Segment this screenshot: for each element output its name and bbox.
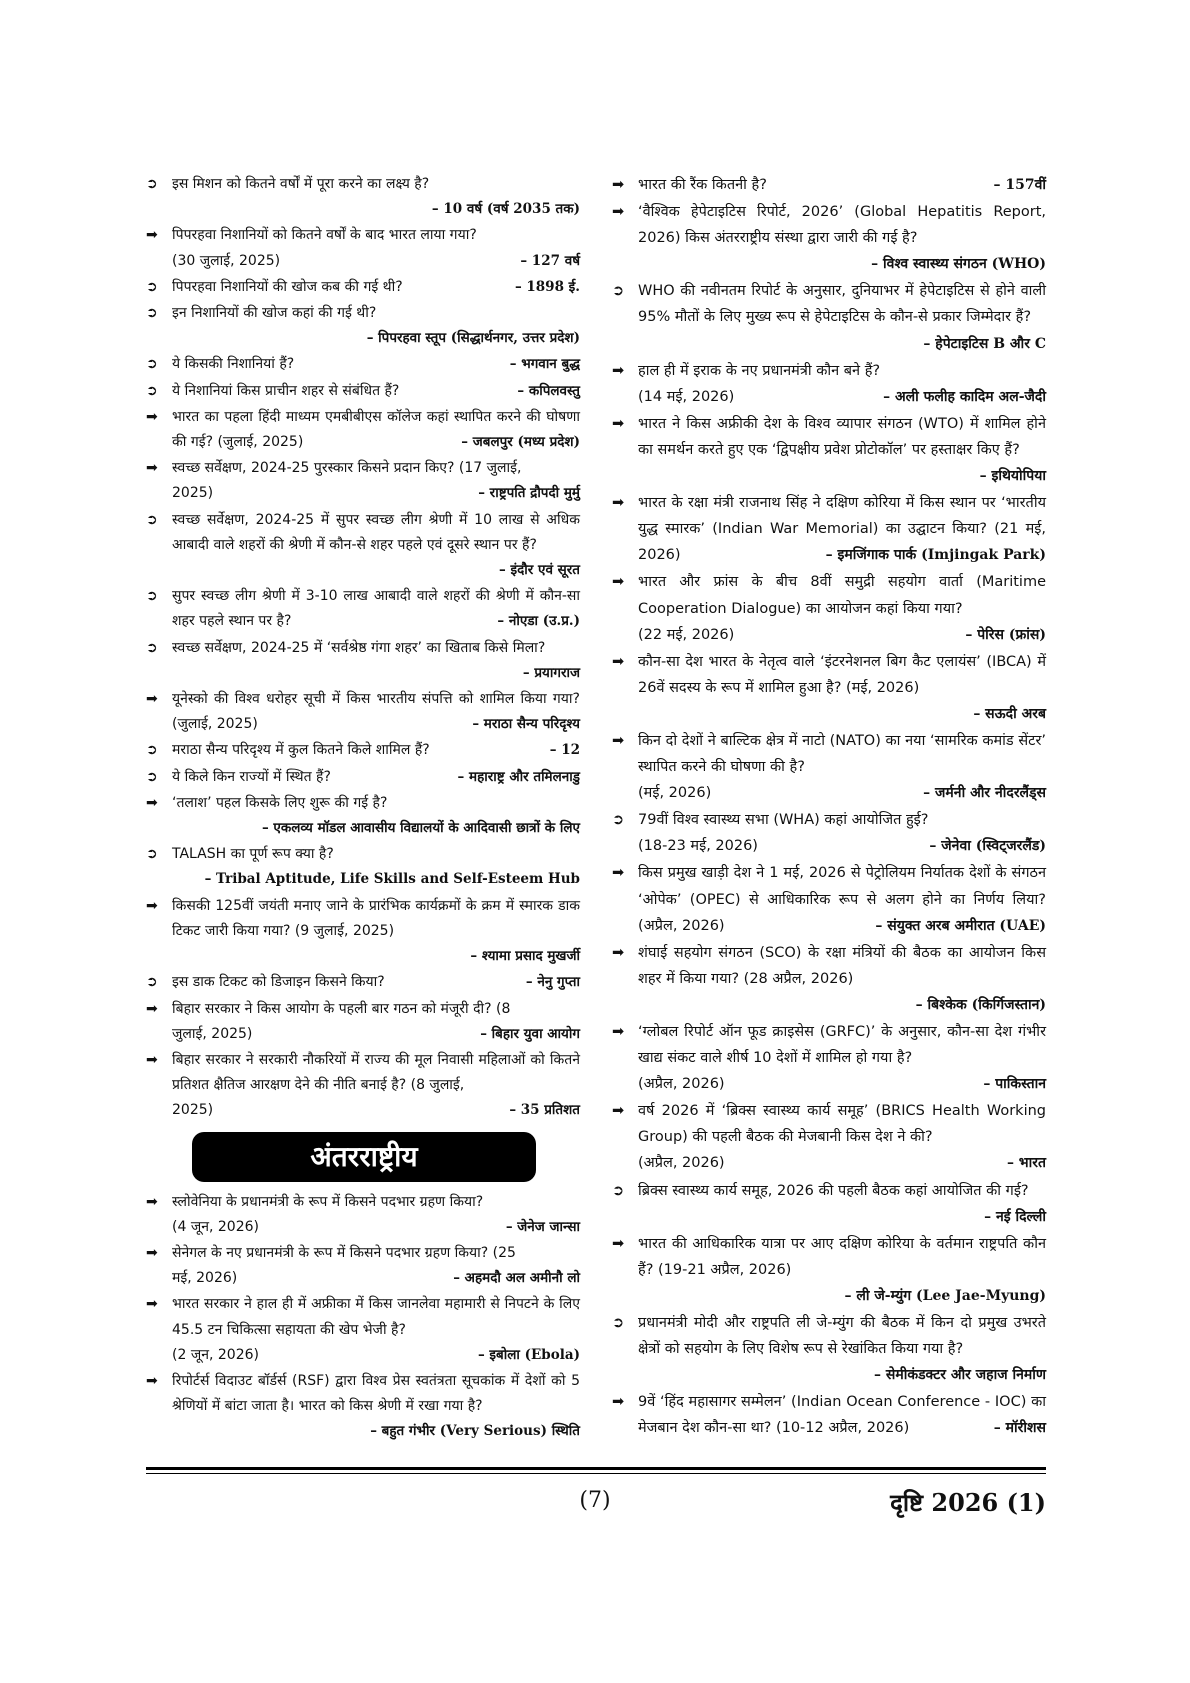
qa-item (612, 490, 1046, 568)
question-text: भारत और फ्रांस के बीच 8वीं समुद्री सहयोग वार्ता (Maritime Cooperation Dialogue) का आयोजन कहां किया गया? (638, 574, 1046, 617)
question-text: शंघाई सहयोग संगठन (SCO) के रक्षा मंत्रियों की बैठक का आयोजन किस शहर में किया गया? (28 अप्रैल, 2026) (638, 944, 1046, 987)
qa-item (612, 1019, 1046, 1097)
arrow-bullet-icon: ➡ (146, 1244, 158, 1261)
answer-text: – जेनेज जान्सा (505, 1218, 580, 1235)
date-text: जुलाई, 2025) (172, 1025, 253, 1042)
qa-item (146, 1292, 580, 1368)
answer-text: – पाकिस्तान (983, 1076, 1046, 1093)
question-text: भारत का पहला हिंदी माध्यम एमबीबीएस कॉलेज कहां स्थापित करने की घोषणा की गई? (जुलाई, 2025) (172, 408, 580, 451)
date-text: (2 जून, 2026) (172, 1346, 259, 1363)
question-text: स्वच्छ सर्वेक्षण, 2024-25 में सुपर स्वच्छ लीग श्रेणी में 10 लाख से अधिक आबादी वाले शहरों की श्रेणी में कौन-से शहर पहले एवं दूसरे स्थान पर हैं? (172, 511, 580, 553)
answer-text: – पिपरहवा स्तूप (सिद्धार्थनगर, उत्तर प्रदेश) (366, 330, 580, 347)
question-text: मराठा सैन्य परिदृश्य में कुल कितने किले शामिल हैं? (172, 742, 430, 759)
answer-text: – सेमीकंडक्टर और जहाज निर्माण (873, 1367, 1046, 1384)
arrow-bullet-icon: ➡ (146, 460, 158, 477)
qa-list-international-left (146, 1190, 580, 1445)
arrow-bullet-icon: ➡ (612, 1024, 625, 1040)
question-text: प्रधानमंत्री मोदी और राष्ट्रपति ली जे-म्युंग की बैठक में किन दो प्रमुख उभरते क्षेत्रों को सहयोग के लिए विशेष रूप से रेखांकित किया गया है? (638, 1315, 1046, 1358)
footer-rule-thick (146, 1467, 1046, 1470)
arrow-bullet-icon: ➡ (146, 1296, 158, 1313)
date-text: (अप्रैल, 2026) (638, 1155, 725, 1172)
question-text: वर्ष 2026 में ‘ब्रिक्स स्वास्थ्य कार्य समूह’ (BRICS Health Working Group) की पहली बैठक की मेजबानी किस देश ने की? (638, 1103, 1046, 1146)
answer-text: – प्रयागराज (522, 664, 580, 681)
question-text: इस मिशन को कितने वर्षों में पूरा करने का लक्ष्य है? (172, 176, 430, 192)
arrow-bullet-icon: ➡ (612, 1394, 625, 1411)
qa-item (146, 894, 580, 970)
arrow-bullet-icon: ➡ (612, 732, 625, 749)
arrow-bullet-icon: ➡ (146, 1372, 158, 1389)
qa-item (612, 1098, 1046, 1176)
answer-text: – महाराष्ट्र और तमिलनाडु (457, 768, 580, 785)
qa-item (612, 278, 1046, 356)
date-text: (4 जून, 2026) (172, 1218, 259, 1235)
qa-item (146, 223, 580, 273)
question-text: रिपोर्टर्स विदाउट बॉर्डर्स (RSF) द्वारा विश्व प्रेस स्वतंत्रता सूचकांक में देशों को 5 श्रेणियों में बांटा जाता है। भारत को किस श्रेणी में रखा गया है? (172, 1372, 580, 1415)
qa-item (612, 199, 1046, 277)
date-text: (14 मई, 2026) (638, 388, 735, 405)
arrow-bullet-icon: ➡ (612, 495, 625, 512)
question-text: WHO की नवीनतम रिपोर्ट के अनुसार, दुनियाभर में हेपेटाइटिस से होने वाली 95% मौतों के लिए मुख्य रूप से हेपेटाइटिस के कौन-से प्रकार जिम्मेदार हैं? (638, 283, 1046, 326)
circle-arrow-bullet-icon: ➲ (146, 176, 158, 192)
arrow-bullet-icon: ➡ (612, 177, 625, 193)
answer-text: – 1898 ई. (514, 278, 580, 295)
circle-arrow-bullet-icon: ➲ (146, 974, 158, 991)
answer-text: – नेनु गुप्ता (525, 974, 580, 991)
circle-arrow-bullet-icon: ➲ (146, 305, 158, 322)
date-text: 2025) (172, 485, 214, 502)
answer-text: – इबोला (Ebola) (477, 1346, 580, 1363)
question-text: बिहार सरकार ने किस आयोग के पहली बार गठन को मंजूरी दी? (8 (172, 1000, 511, 1017)
answer-text: – इमजिंगाक पार्क (Imjingak Park) (825, 547, 1046, 564)
qa-item (146, 1190, 580, 1240)
qa-item (612, 940, 1046, 1018)
answer-text: – हेपेटाइटिस B और C (923, 335, 1046, 352)
question-text: इस डाक टिकट को डिजाइन किसने किया? (172, 974, 385, 991)
answer-text: – 12 (549, 742, 580, 759)
answer-text: – नोएडा (उ.प्र.) (497, 613, 580, 630)
answer-text: – बिश्केक (किर्गिजस्तान) (915, 996, 1046, 1013)
answer-text: – जर्मनी और नीदरलैंड्स (923, 785, 1046, 802)
qa-item (146, 997, 580, 1047)
circle-arrow-bullet-icon: ➲ (612, 812, 625, 829)
question-text: 9वें ‘हिंद महासागर सम्मेलन’ (Indian Ocean Conference - IOC) का मेजबान देश कौन-सा था? (10-12 अप्रैल, 2026) (638, 1394, 1046, 1437)
arrow-bullet-icon: ➡ (612, 415, 625, 432)
qa-item (146, 636, 580, 686)
answer-text: – इंदौर एवं सूरत (499, 562, 580, 579)
qa-item (146, 508, 580, 584)
question-text: हाल ही में इराक के नए प्रधानमंत्री कौन बने हैं? (638, 362, 881, 379)
question-text: किसकी 125वीं जयंती मनाए जाने के प्रारंभिक कार्यक्रमों के क्रम में स्मारक डाक टिकट जारी किया गया? (9 जुलाई, 2025) (172, 897, 580, 939)
answer-text: – 10 वर्ष (वर्ष 2035 तक) (431, 201, 580, 218)
date-text: (मई, 2026) (638, 785, 712, 802)
answer-text: – विश्व स्वास्थ्य संगठन (WHO) (871, 256, 1046, 273)
answer-text: – 35 प्रतिशत (509, 1102, 580, 1119)
date-text: 2025) (172, 1102, 214, 1119)
question-text: स्वच्छ सर्वेक्षण, 2024-25 में ‘सर्वश्रेष्ठ गंगा शहर’ का खिताब किसे मिला? (172, 639, 546, 656)
qa-item (146, 584, 580, 634)
circle-arrow-bullet-icon: ➲ (146, 639, 158, 656)
arrow-bullet-icon: ➡ (612, 362, 625, 379)
qa-list-international-right (612, 172, 1046, 1442)
answer-text: – जबलपुर (मध्य प्रदेश) (461, 434, 580, 451)
qa-item (612, 1178, 1046, 1230)
question-text: किन दो देशों ने बाल्टिक क्षेत्र में नाटो (NATO) का नया ‘सामरिक कमांड सेंटर’ स्थापित करने की घोषणा की है? (638, 732, 1046, 776)
question-text: 79वीं विश्व स्वास्थ्य सभा (WHA) कहां आयोजित हुई? (638, 812, 929, 829)
question-text: भारत की आधिकारिक यात्रा पर आए दक्षिण कोरिया के वर्तमान राष्ट्रपति कौन हैं? (19-21 अप्रैल, 2026) (638, 1235, 1046, 1278)
arrow-bullet-icon: ➡ (612, 1103, 625, 1120)
question-text: भारत की रैंक कितनी है? (638, 177, 767, 193)
arrow-bullet-icon: ➡ (612, 944, 625, 961)
arrow-bullet-icon: ➡ (146, 227, 158, 244)
answer-text: – ली जे-म्युंग (Lee Jae-Myung) (844, 1287, 1046, 1304)
question-text: ये किले किन राज्यों में स्थित हैं? (172, 768, 331, 785)
circle-arrow-bullet-icon: ➲ (146, 511, 158, 528)
question-text: ये निशानियां किस प्राचीन शहर से संबंधित हैं? (172, 382, 400, 399)
qa-item (146, 687, 580, 737)
question-text: ‘वैश्विक हेपेटाइटिस रिपोर्ट, 2026’ (Global Hepatitis Report, 2026) किस अंतरराष्ट्रीय संस्था द्वारा जारी की गई है? (638, 204, 1046, 247)
circle-arrow-bullet-icon: ➲ (612, 1182, 625, 1199)
question-text: पिपरहवा निशानियों को कितने वर्षों के बाद भारत लाया गया? (172, 227, 477, 244)
circle-arrow-bullet-icon: ➲ (146, 588, 158, 605)
qa-item (146, 1369, 580, 1445)
arrow-bullet-icon: ➡ (146, 897, 158, 914)
answer-text: – राष्ट्रपति द्रौपदी मुर्मु (478, 485, 580, 502)
answer-text: – अहमदौ अल अमीनौ लो (453, 1270, 580, 1287)
arrow-bullet-icon: ➡ (146, 1193, 158, 1210)
arrow-bullet-icon: ➡ (146, 691, 158, 708)
qa-item (612, 569, 1046, 647)
answer-text: – एकलव्य मॉडल आवासीय विद्यालयों के आदिवासी छात्रों के लिए (261, 820, 580, 837)
circle-arrow-bullet-icon: ➲ (146, 278, 158, 295)
qa-item (146, 301, 580, 351)
question-text: स्वच्छ सर्वेक्षण, 2024-25 पुरस्कार किसने प्रदान किए? (17 जुलाई, (172, 460, 522, 477)
brand-label: दृष्टि 2026 (1) (890, 1488, 1046, 1517)
arrow-bullet-icon: ➡ (146, 1051, 158, 1068)
qa-item (146, 970, 580, 995)
qa-item (146, 1048, 580, 1124)
answer-text: – नई दिल्ली (984, 1208, 1046, 1225)
arrow-bullet-icon: ➡ (612, 865, 625, 882)
qa-item (146, 1241, 580, 1291)
qa-item (612, 358, 1046, 410)
question-text: सेनेगल के नए प्रधानमंत्री के रूप में किसने पदभार ग्रहण किया? (25 (172, 1244, 516, 1261)
date-text: (अप्रैल, 2026) (638, 1076, 725, 1093)
page-number: (7) (579, 1488, 611, 1513)
question-text: ब्रिक्स स्वास्थ्य कार्य समूह, 2026 की पहली बैठक कहां आयोजित की गई? (638, 1182, 1029, 1199)
date-text: (22 मई, 2026) (638, 626, 735, 643)
qa-item (146, 765, 580, 790)
qa-item (146, 172, 580, 222)
question-text: सुपर स्वच्छ लीग श्रेणी में 3-10 लाख आबादी वाले शहरों की श्रेणी में कौन-सा शहर पहले स्थान पर है? (172, 588, 580, 630)
question-text: भारत सरकार ने हाल ही में अफ्रीका में किस जानलेवा महामारी से निपटने के लिए 45.5 टन चिकित्सा सहायता की खेप भेजी है? (172, 1296, 580, 1338)
date-text: (18-23 मई, 2026) (638, 838, 758, 855)
question-text: ‘तलाश’ पहल किसके लिए शुरू की गई है? (172, 794, 388, 811)
question-text: स्लोवेनिया के प्रधानमंत्री के रूप में किसने पदभार ग्रहण किया? (172, 1193, 484, 1210)
qa-item (612, 1389, 1046, 1441)
answer-text: – पेरिस (फ्रांस) (965, 626, 1046, 643)
answer-text: – मराठा सैन्य परिदृश्य (472, 716, 580, 733)
question-text: ‘ग्लोबल रिपोर्ट ऑन फूड क्राइसेस (GRFC)’ के अनुसार, कौन-सा देश गंभीर खाद्य संकट वाले शीर्ष 10 देशों में शामिल हो गया है? (638, 1024, 1046, 1067)
question-text: भारत के रक्षा मंत्री राजनाथ सिंह ने दक्षिण कोरिया में किस स्थान पर ‘भारतीय युद्ध स्मारक’ (Indian War Memorial) का उद्घाटन किया? (21 मई, 2026) (638, 495, 1046, 564)
question-text: कौन-सा देश भारत के नेतृत्व वाले ‘इंटरनेशनल बिग कैट एलायंस’ (IBCA) में 26वें सदस्य के रूप में शामिल हुआ है? (मई, 2026) (638, 653, 1046, 696)
answer-text: – 157वीं (993, 177, 1046, 193)
qa-item (146, 275, 580, 300)
arrow-bullet-icon: ➡ (146, 1000, 158, 1017)
footer-rule-thin (146, 1473, 1046, 1474)
arrow-bullet-icon: ➡ (612, 1235, 625, 1252)
answer-text: – भारत (1006, 1155, 1046, 1172)
answer-text: – सऊदी अरब (973, 705, 1046, 722)
qa-item (612, 172, 1046, 198)
question-text: ये किसकी निशानियां हैं? (172, 356, 295, 373)
answer-text: – श्यामा प्रसाद मुखर्जी (470, 948, 580, 965)
section-heading-wrap (192, 1132, 580, 1182)
qa-item (612, 860, 1046, 938)
arrow-bullet-icon: ➡ (612, 204, 625, 221)
answer-text: – 127 वर्ष (520, 252, 580, 269)
qa-item (612, 807, 1046, 859)
answer-text: – जेनेवा (स्विट्जरलैंड) (929, 838, 1046, 855)
qa-item (612, 1310, 1046, 1388)
qa-item (146, 456, 580, 506)
qa-item (612, 649, 1046, 727)
question-text: भारत ने किस अफ्रीकी देश के विश्व व्यापार संगठन (WTO) में शामिल होने का समर्थन करते हुए एक ‘द्विपक्षीय प्रवेश प्रोटोकॉल’ पर हस्ताक्षर किए हैं? (638, 415, 1046, 458)
question-text: इन निशानियों की खोज कहां की गई थी? (172, 305, 377, 322)
qa-list-national (146, 172, 580, 1124)
circle-arrow-bullet-icon: ➲ (146, 356, 158, 373)
circle-arrow-bullet-icon: ➲ (146, 846, 158, 863)
circle-arrow-bullet-icon: ➲ (146, 382, 158, 399)
date-text: (30 जुलाई, 2025) (172, 252, 281, 269)
qa-item (146, 405, 580, 455)
question-text: किस प्रमुख खाड़ी देश ने 1 मई, 2026 से पेट्रोलियम निर्यातक देशों के संगठन ‘ओपेक’ (OPEC) से आधिकारिक रूप से अलग होने का निर्णय लिया? (अप्रैल, 2026) (638, 865, 1046, 934)
question-text: बिहार सरकार ने सरकारी नौकरियों में राज्य की मूल निवासी महिलाओं को कितने प्रतिशत क्षैतिज आरक्षण देने की नीति बनाई है? (8 जुलाई, (172, 1051, 580, 1094)
arrow-bullet-icon: ➡ (146, 408, 158, 425)
answer-text: – संयुक्त अरब अमीरात (UAE) (875, 917, 1046, 934)
qa-item (146, 842, 580, 892)
answer-text: – मॉरीशस (993, 1420, 1046, 1437)
circle-arrow-bullet-icon: ➲ (612, 283, 625, 300)
qa-item (146, 379, 580, 404)
answer-text: – बहुत गंभीर (Very Serious) स्थिति (370, 1423, 580, 1440)
circle-arrow-bullet-icon: ➲ (146, 742, 158, 759)
arrow-bullet-icon: ➡ (612, 574, 625, 591)
arrow-bullet-icon: ➡ (612, 653, 625, 670)
answer-text: – कपिलवस्तु (517, 382, 580, 399)
circle-arrow-bullet-icon: ➲ (612, 1315, 625, 1332)
answer-text: – Tribal Aptitude, Life Skills and Self-Esteem Hub (204, 871, 580, 888)
answer-text: – भगवान बुद्ध (509, 356, 580, 373)
arrow-bullet-icon: ➡ (146, 794, 158, 811)
section-heading: अंतरराष्ट्रीय (192, 1132, 536, 1182)
qa-item (612, 411, 1046, 489)
question-text: TALASH का पूर्ण रूप क्या है? (172, 846, 334, 863)
answer-text: – बिहार युवा आयोग (480, 1025, 580, 1042)
qa-item (146, 352, 580, 377)
question-text: पिपरहवा निशानियों की खोज कब की गई थी? (172, 278, 403, 295)
qa-item (612, 1231, 1046, 1309)
answer-text: – इथियोपिया (979, 468, 1046, 485)
question-text: यूनेस्को की विश्व धरोहर सूची में किस भारतीय संपत्ति को शामिल किया गया? (जुलाई, 2025) (172, 691, 580, 733)
qa-item (146, 791, 580, 841)
qa-item (146, 738, 580, 763)
qa-item (612, 728, 1046, 806)
left-column (146, 172, 580, 1446)
date-text: मई, 2026) (172, 1270, 238, 1287)
right-column (612, 172, 1046, 1443)
answer-text: – अली फलीह कादिम अल-जैदी (883, 388, 1046, 405)
circle-arrow-bullet-icon: ➲ (146, 768, 158, 785)
